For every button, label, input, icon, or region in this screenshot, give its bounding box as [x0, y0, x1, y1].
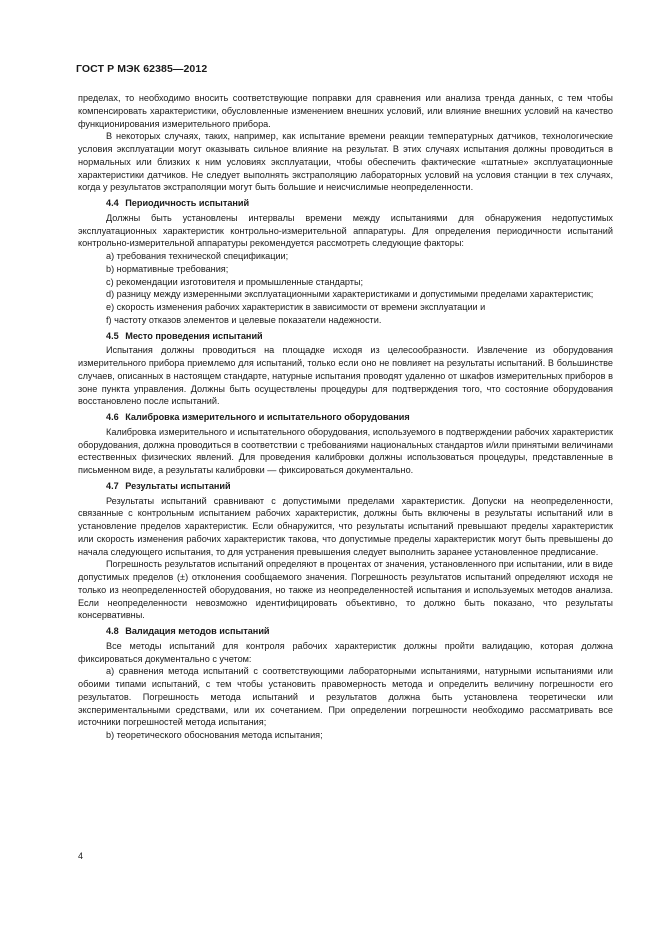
list-item: f) частоту отказов элементов и целевые показатели надежности. — [106, 314, 382, 325]
list-item: c) рекомендации изготовителя и промышленные стандарты; — [106, 276, 364, 287]
section-number: 4.4 — [106, 198, 119, 208]
section-heading-4-6 — [78, 411, 613, 424]
section-title: Калибровка измерительного и испытательного оборудования — [125, 412, 410, 422]
section-number: 4.5 — [106, 330, 119, 341]
paragraph: пределах, то необходимо вносить соответствующие поправки для сравнения или анализа тренда данных, с тем чтобы компенсировать характеристики, обусловленные изменением внешних условий, или влияние внешних условий на качество функционирования измерительного прибора. — [78, 93, 613, 129]
list-item: b) теоретического обоснования метода испытания; — [106, 730, 323, 740]
document-header: ГОСТ Р МЭК 62385—2012 — [76, 63, 208, 75]
section-heading-4-5 — [78, 330, 613, 343]
paragraph: Испытания должны проводиться на площадке исходя из целесообразности. Извлечение из оборудования измерительного прибора приемлемо для испытаний, только если оно не повлияет на результаты испытаний. В большинстве случаев, описанных в настоящем стандарте, натурные испытания проводят удаленно от шкафов измерительных приборов в зоне пункта управления. Должны быть осуществлены процедуры для подтверждения того, что состояние оборудования восстановлено после испытаний. — [78, 345, 613, 407]
section-title: Валидация методов испытаний — [125, 626, 270, 636]
paragraph: Должны быть установлены интервалы времени между испытаниями для обнаружения недопустимых эксплуатационных характеристик контрольно-измерительной аппаратуры. Для определения периодичности испытаний контрольно-измерительной аппаратуры рекомендуется рассмотреть следующие факторы: — [78, 212, 613, 249]
paragraph: Погрешность результатов испытаний определяют в процентах от значения, установленного при испытании, или в виде допустимых пределов (±) отклонения сообщаемого значения. Погрешность результатов испытаний определяют исходя не только из неопределенностей оборудования, но также из неопределенностей испытания и используемых методов анализа. Если неопределенности невозможно идентифицировать объективно, то должно быть показано, что результаты консервативны. — [78, 559, 613, 621]
paragraph: Все методы испытаний для контроля рабочих характеристик должны пройти валидацию, которая должна фиксироваться документально с учетом: — [78, 640, 613, 664]
paragraph: Результаты испытаний сравнивают с допустимыми пределами характеристик. Допуски на неопределенности, связанные с контрольным испытанием рабочих характеристик, должны быть включены в результаты испытаний или в установление пределов характеристик. Если обнаружится, что результаты испытаний превышают пределы характеристик или скорость изменения рабочих характеристик такова, что допустимые пределы характеристик могут быть превышены до начала следующего испытания, то для устранения превышения следует выполнить заранее установленное предписание. — [78, 495, 613, 557]
section-title: Периодичность испытаний — [125, 198, 250, 208]
section-heading-4-4 — [78, 197, 613, 210]
page-number: 4 — [78, 851, 84, 861]
section-heading-4-8 — [78, 625, 613, 638]
paragraph: Калибровка измерительного и испытательного оборудования, используемого в подтверждении рабочих характеристик оборудования, должна проводиться в соответствии с требованиями национальных стандартов и/или принятыми величинами естественных физических явлений. Для проведения калибровки должны использоваться процедуры, представленные в письменном виде, а результаты калибровки — фиксироваться документально. — [78, 426, 613, 475]
section-title: Результаты испытаний — [125, 480, 231, 491]
section-title: Место проведения испытаний — [125, 330, 263, 341]
section-heading-4-7 — [78, 480, 613, 493]
paragraph: В некоторых случаях, таких, например, как испытание времени реакции температурных датчиков, технологические условия эксплуатации могут оказывать сильное влияние на результат. В этих случаях испытания должны проводиться в нормальных или близких к ним условиях эксплуатации, чтобы обеспечить фактические «штатные» эксплуатационные характеристики датчиков. Не следует выполнять экстраполяцию лабораторных условий на условия станции в тех случаях, когда у результатов экстраполяции могут быть большие и неисчислимые неопределенности. — [78, 131, 613, 193]
list-item: a) сравнения метода испытаний с соответствующими лабораторными испытаниями, натурными испытаниями или обоими типами испытаний, с тем чтобы установить правомерность метода и определить величину погрешности его результатов. Погрешность метода испытаний и результатов должна быть установлена теоретически или экспериментальными средствами, или их сочетанием. При определении погрешности необходимо рассматривать все источники погрешностей метода испытания; — [78, 666, 613, 728]
list-item: a) требования технической спецификации; — [106, 251, 289, 261]
list-item: d) разницу между измеренными эксплуатационными характеристиками и допустимыми пределами характеристик; — [106, 289, 594, 300]
section-number: 4.6 — [106, 412, 119, 422]
document-body — [78, 92, 613, 742]
section-number: 4.8 — [106, 626, 119, 636]
section-number: 4.7 — [106, 480, 119, 491]
list-item: e) скорость изменения рабочих характеристик в зависимости от времени эксплуатации и — [106, 302, 486, 312]
list-item: b) нормативные требования; — [106, 263, 229, 274]
